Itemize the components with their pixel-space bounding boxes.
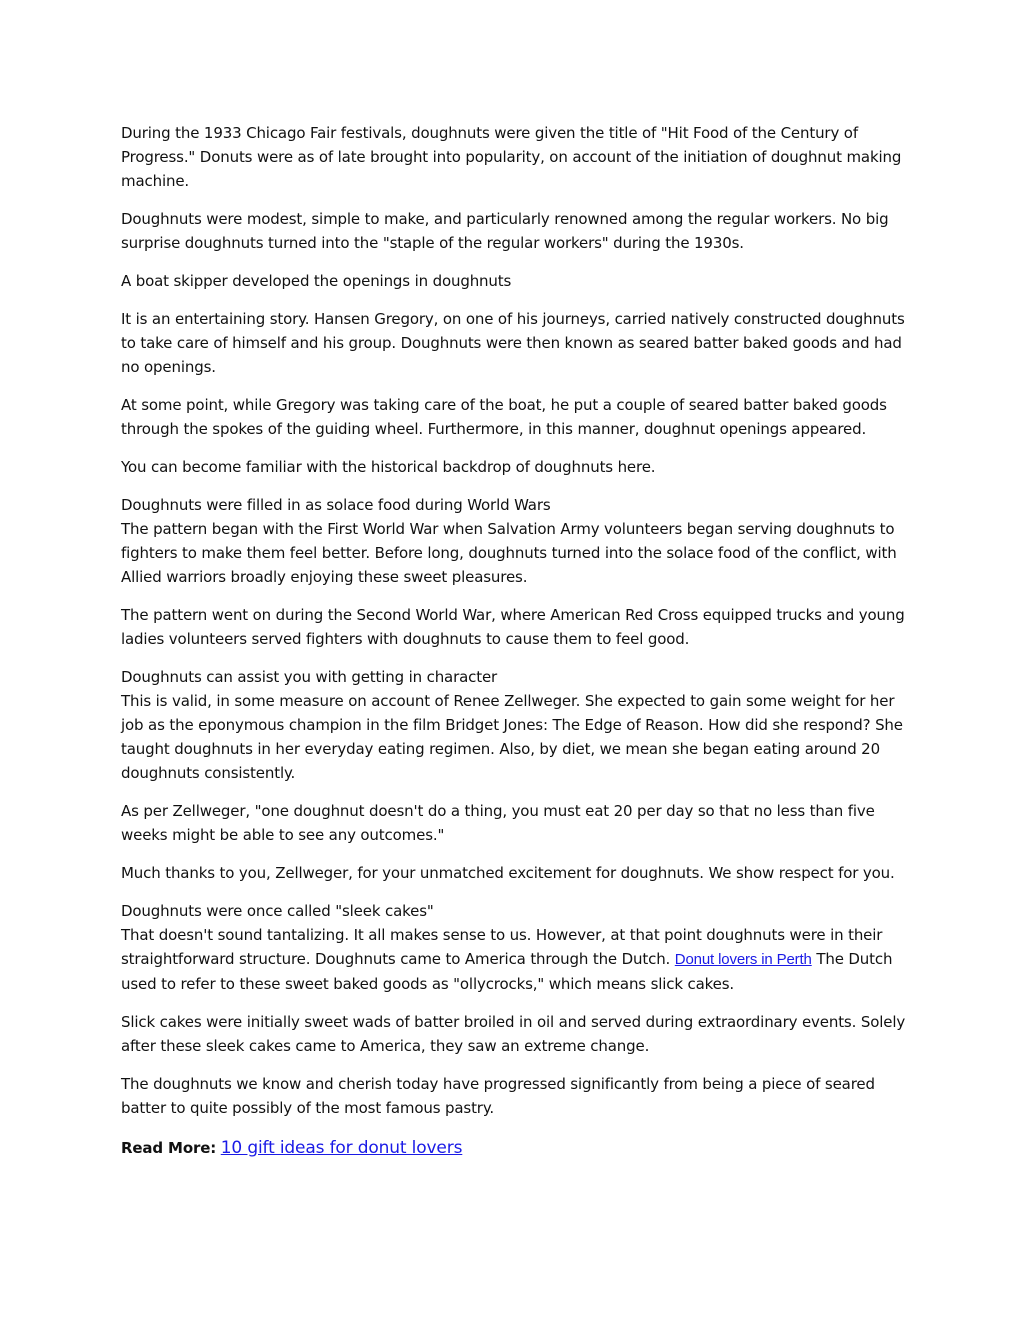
document-body	[121, 121, 911, 1174]
read-more-label: Read More:	[121, 1139, 217, 1157]
section-character	[121, 665, 911, 785]
paragraph: You can become familiar with the historical backdrop of doughnuts here.	[121, 458, 656, 476]
paragraph: The doughnuts we know and cherish today have progressed significantly from being a piece of seared batter to quite possibly of the most famous pastry.	[121, 1075, 875, 1117]
section-heading: Doughnuts can assist you with getting in character	[121, 668, 498, 686]
section-heading: Doughnuts were filled in as solace food during World Wars	[121, 496, 551, 514]
paragraph: The pattern went on during the Second World War, where American Red Cross equipped trucks and young ladies volunteers served fighters with doughnuts to cause them to feel good.	[121, 606, 905, 648]
section-world-wars	[121, 493, 911, 589]
paragraph: Much thanks to you, Zellweger, for your unmatched excitement for doughnuts. We show respect for you.	[121, 864, 895, 882]
paragraph: The pattern began with the First World War when Salvation Army volunteers began serving doughnuts to fighters to make them feel better. Before long, doughnuts turned into the solace food of the conflict, with Allied warriors broadly enjoying these sweet pleasures.	[121, 520, 897, 586]
paragraph: As per Zellweger, "one doughnut doesn't do a thing, you must eat 20 per day so that no less than five weeks might be able to see any outcomes."	[121, 802, 875, 844]
paragraph: It is an entertaining story. Hansen Gregory, on one of his journeys, carried natively constructed doughnuts to take care of himself and his group. Doughnuts were then known as seared batter baked goods and had no openings.	[121, 310, 905, 376]
read-more	[121, 1136, 911, 1160]
paragraph: Slick cakes were initially sweet wads of batter broiled in oil and served during extraordinary events. Solely after these sleek cakes came to America, they saw an extreme change.	[121, 1013, 906, 1055]
paragraph: Doughnuts were modest, simple to make, and particularly renowned among the regular workers. No big surprise doughnuts turned into the "staple of the regular workers" during the 1930s.	[121, 210, 889, 252]
paragraph: A boat skipper developed the openings in doughnuts	[121, 272, 512, 290]
paragraph-text: That doesn't sound tantalizing. It all makes sense to us. However, at that point doughnuts were in their straightforward structure. Doughnuts came to America through the Dutch.	[121, 926, 883, 968]
paragraph-text: The Dutch used to refer to these sweet baked goods as "ollycrocks," which means slick cakes.	[121, 950, 893, 993]
paragraph: During the 1933 Chicago Fair festivals, doughnuts were given the title of "Hit Food of the Century of Progress." Donuts were as of late brought into popularity, on account of the initiation of doughnut making machine.	[121, 124, 902, 190]
gift-ideas-link[interactable]: 10 gift ideas for donut lovers	[220, 1138, 463, 1158]
donut-lovers-perth-link[interactable]: Donut lovers in Perth	[674, 951, 812, 968]
paragraph: This is valid, in some measure on account of Renee Zellweger. She expected to gain some weight for her job as the eponymous champion in the film Bridget Jones: The Edge of Reason. How did she respond? She taught doughnuts in her everyday eating regimen. Also, by diet, we mean she began eating around 20 doughnuts consistently.	[121, 692, 903, 782]
section-sleek-cakes	[121, 899, 911, 996]
section-heading: Doughnuts were once called "sleek cakes"	[121, 902, 434, 920]
paragraph: At some point, while Gregory was taking care of the boat, he put a couple of seared batter baked goods through the spokes of the guiding wheel. Furthermore, in this manner, doughnut openings appeared.	[121, 396, 887, 438]
